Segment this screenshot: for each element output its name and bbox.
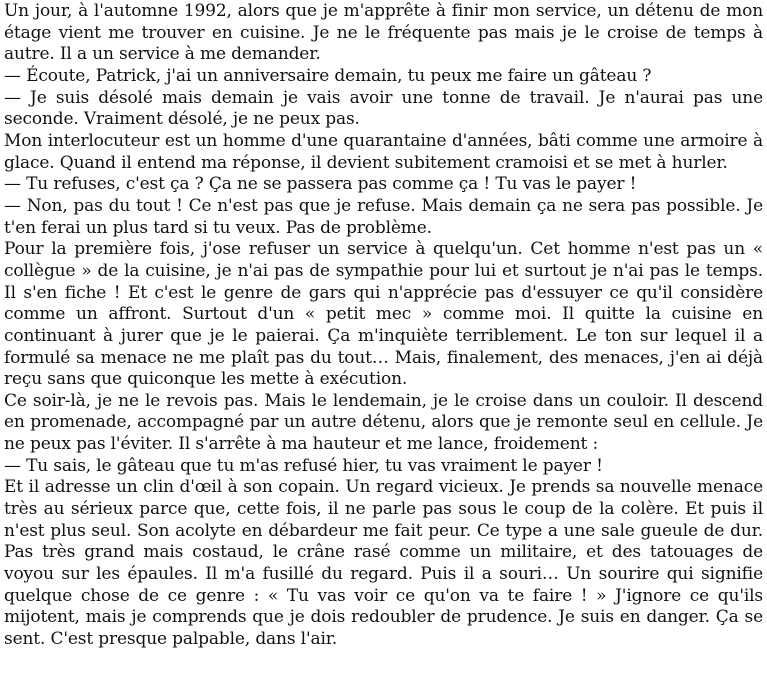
dialogue-line-1: — Écoute, Patrick, j'ai un anniversaire demain, tu peux me faire un gâteau ?	[4, 65, 652, 86]
paragraph-2: Mon interlocuteur est un homme d'une quarantaine d'années, bâti comme une armoire à glace. Quand il entend ma réponse, il devient subitement cramoisi et se met à hurler.	[4, 130, 763, 173]
paragraph-5: Et il adresse un clin d'œil à son copain. Un regard vicieux. Je prends sa nouvelle menace très au sérieux parce que, cette fois, il ne parle pas sous le coup de la colère. Et puis il n'est plus seul. Son acolyte en débardeur me fait peur. Ce type a une sale gueule de dur. Pas très grand mais costaud, le crâne rasé comme un militaire, et des tatouages de voyou sur les épaules. Il m'a fusillé du regard. Puis il a souri… Un sourire qui signifie quelque chose de ce genre : « Tu vas voir ce qu'on va te faire ! » J'ignore ce qu'ils mijotent, mais je comprends que je dois redoubler de prudence. Je suis en danger. Ça se sent. C'est presque palpable, dans l'air.	[4, 477, 763, 650]
dialogue-line-2: — Je suis désolé mais demain je vais avoir une tonne de travail. Je n'aurai pas une seconde. Vraiment désolé, je ne peux pas.	[4, 87, 763, 130]
paragraph-3: Pour la première fois, j'ose refuser un service à quelqu'un. Cet homme n'est pas un « collègue » de la cuisine, je n'ai pas de sympathie pour lui et surtout je n'ai pas le temps. Il s'en fiche ! Et c'est le genre de gars qui n'apprécie pas d'essuyer ce qu'il considère comme un affront. Surtout d'un « petit mec » comme moi. Il quitte la cuisine en continuant à jurer que je le paierai. Ça m'inquiète terriblement. Le ton sur lequel il a formulé sa menace ne me plaît pas du tout… Mais, finalement, des menaces, j'en ai déjà reçu sans que quiconque les mette à exécution.	[4, 239, 763, 390]
paragraph-4: Ce soir-là, je ne le revois pas. Mais le lendemain, je le croise dans un couloir. Il descend en promenade, accompagné par un autre détenu, alors que je remonte seul en cellule. Je ne peux pas l'éviter. Il s'arrête à ma hauteur et me lance, froidement :	[4, 390, 763, 455]
dialogue-line-4: — Non, pas du tout ! Ce n'est pas que je refuse. Mais demain ça ne sera pas possible. Je t'en ferai un plus tard si tu veux. Pas de problème.	[4, 195, 763, 238]
dialogue-line-3: — Tu refuses, c'est ça ? Ça ne se passera pas comme ça ! Tu vas le payer !	[4, 174, 637, 195]
paragraph-1: Un jour, à l'automne 1992, alors que je m'apprête à finir mon service, un détenu de mon étage vient me trouver en cuisine. Je ne le fréquente pas mais je le croise de temps à autre. Il a un service à me demander.	[4, 1, 763, 65]
dialogue-line-5: — Tu sais, le gâteau que tu m'as refusé hier, tu vas vraiment le payer !	[4, 455, 603, 476]
